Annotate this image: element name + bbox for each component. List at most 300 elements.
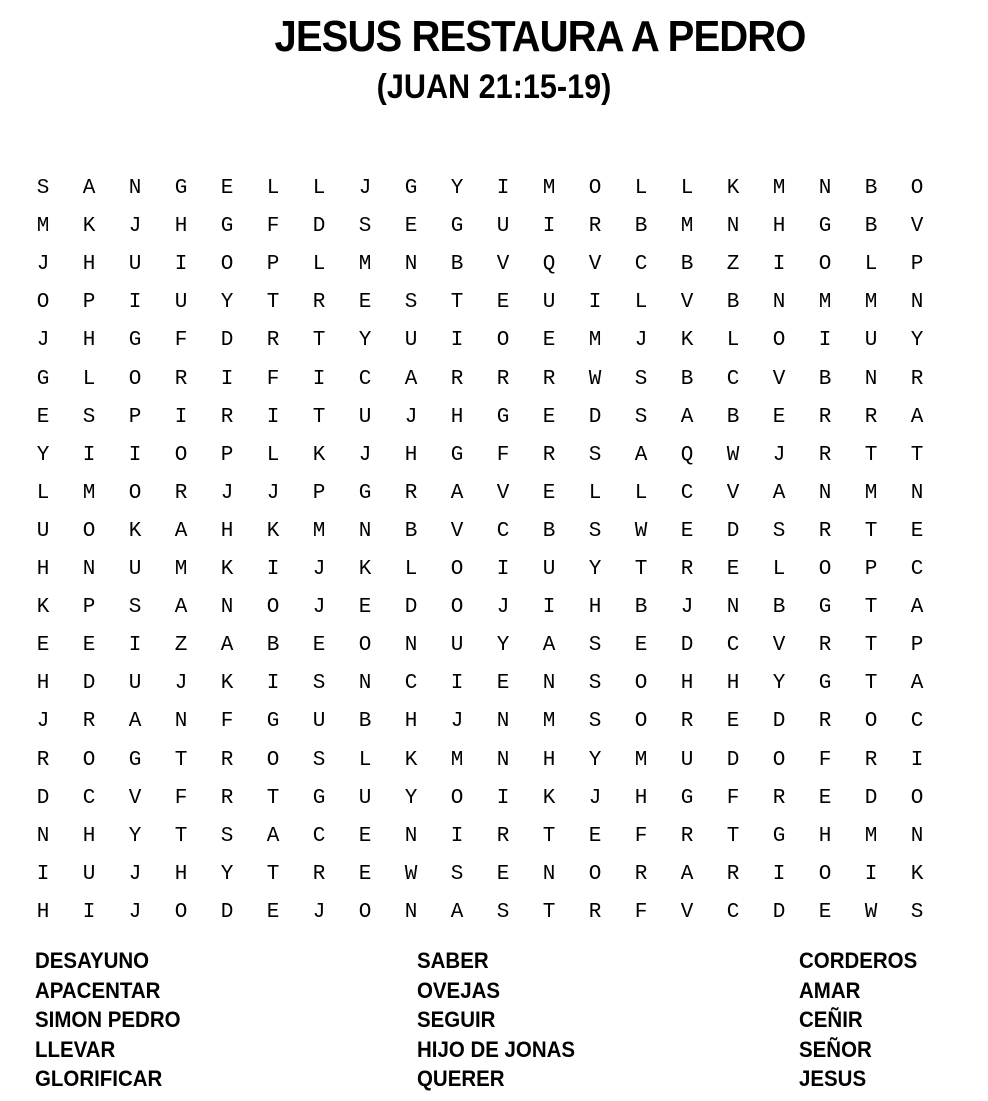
grid-letter[interactable]: N bbox=[404, 900, 418, 924]
grid-letter[interactable]: F bbox=[496, 443, 510, 467]
grid-letter[interactable]: T bbox=[864, 443, 878, 467]
grid-letter[interactable]: S bbox=[588, 634, 602, 658]
grid-letter[interactable]: A bbox=[772, 481, 786, 505]
grid-letter[interactable]: T bbox=[266, 786, 280, 810]
grid-letter[interactable]: E bbox=[358, 596, 372, 620]
grid-letter[interactable]: G bbox=[450, 215, 464, 239]
grid-letter[interactable]: U bbox=[358, 405, 372, 429]
grid-letter[interactable]: E bbox=[818, 786, 832, 810]
grid-letter[interactable]: G bbox=[404, 177, 418, 200]
grid-letter[interactable]: T bbox=[266, 862, 280, 886]
grid-letter[interactable]: L bbox=[404, 558, 418, 581]
grid-letter[interactable]: K bbox=[910, 862, 924, 886]
grid-letter[interactable]: M bbox=[818, 291, 832, 315]
grid-letter[interactable]: B bbox=[634, 215, 648, 239]
grid-letter[interactable]: B bbox=[266, 634, 280, 658]
grid-letter[interactable]: I bbox=[542, 596, 556, 620]
grid-letter[interactable]: C bbox=[634, 253, 648, 277]
grid-letter[interactable]: R bbox=[82, 710, 96, 734]
grid-letter[interactable]: B bbox=[726, 291, 740, 315]
grid-letter[interactable]: R bbox=[680, 824, 694, 848]
grid-letter[interactable]: N bbox=[36, 824, 50, 848]
grid-letter[interactable]: C bbox=[726, 900, 740, 924]
grid-letter[interactable]: J bbox=[312, 558, 326, 581]
grid-letter[interactable]: D bbox=[312, 215, 326, 239]
grid-letter[interactable]: B bbox=[680, 253, 694, 277]
grid-letter[interactable]: K bbox=[312, 443, 326, 467]
grid-letter[interactable]: H bbox=[726, 672, 740, 696]
grid-letter[interactable]: T bbox=[174, 748, 188, 772]
grid-letter[interactable]: J bbox=[450, 710, 464, 734]
grid-letter[interactable]: K bbox=[220, 672, 234, 696]
grid-letter[interactable]: H bbox=[174, 215, 188, 239]
grid-letter[interactable]: Y bbox=[36, 443, 50, 467]
grid-letter[interactable]: S bbox=[910, 900, 924, 924]
grid-letter[interactable]: Y bbox=[128, 824, 142, 848]
grid-letter[interactable]: N bbox=[818, 177, 832, 200]
grid-letter[interactable]: L bbox=[772, 558, 786, 581]
grid-letter[interactable]: N bbox=[910, 291, 924, 315]
grid-letter[interactable]: I bbox=[450, 824, 464, 848]
grid-letter[interactable]: S bbox=[36, 177, 50, 200]
grid-letter[interactable]: S bbox=[772, 519, 786, 543]
grid-letter[interactable]: E bbox=[36, 634, 50, 658]
grid-letter[interactable]: U bbox=[864, 329, 878, 353]
grid-letter[interactable]: J bbox=[588, 786, 602, 810]
grid-letter[interactable]: U bbox=[128, 253, 142, 277]
grid-letter[interactable]: L bbox=[588, 481, 602, 505]
grid-letter[interactable]: H bbox=[588, 596, 602, 620]
grid-letter[interactable]: B bbox=[864, 177, 878, 200]
grid-letter[interactable]: D bbox=[726, 748, 740, 772]
grid-letter[interactable]: G bbox=[266, 710, 280, 734]
grid-letter[interactable]: J bbox=[680, 596, 694, 620]
grid-letter[interactable]: T bbox=[450, 291, 464, 315]
grid-letter[interactable]: R bbox=[864, 748, 878, 772]
grid-letter[interactable]: P bbox=[220, 443, 234, 467]
grid-letter[interactable]: C bbox=[82, 786, 96, 810]
grid-letter[interactable]: M bbox=[680, 215, 694, 239]
grid-letter[interactable]: E bbox=[726, 558, 740, 581]
grid-letter[interactable]: A bbox=[910, 405, 924, 429]
grid-letter[interactable]: V bbox=[128, 786, 142, 810]
grid-letter[interactable]: D bbox=[772, 710, 786, 734]
grid-letter[interactable]: P bbox=[864, 558, 878, 581]
grid-letter[interactable]: F bbox=[634, 900, 648, 924]
grid-letter[interactable]: F bbox=[174, 786, 188, 810]
grid-letter[interactable]: I bbox=[128, 291, 142, 315]
grid-letter[interactable]: R bbox=[312, 291, 326, 315]
grid-letter[interactable]: H bbox=[82, 329, 96, 353]
grid-letter[interactable]: S bbox=[588, 519, 602, 543]
grid-letter[interactable]: H bbox=[36, 558, 50, 581]
grid-letter[interactable]: Y bbox=[450, 177, 464, 200]
grid-letter[interactable]: F bbox=[726, 786, 740, 810]
grid-letter[interactable]: I bbox=[772, 862, 786, 886]
grid-letter[interactable]: V bbox=[588, 253, 602, 277]
grid-letter[interactable]: R bbox=[36, 748, 50, 772]
grid-letter[interactable]: R bbox=[312, 862, 326, 886]
grid-letter[interactable]: E bbox=[542, 405, 556, 429]
grid-letter[interactable]: D bbox=[404, 596, 418, 620]
grid-letter[interactable]: A bbox=[542, 634, 556, 658]
grid-letter[interactable]: M bbox=[174, 558, 188, 581]
grid-letter[interactable]: F bbox=[220, 710, 234, 734]
grid-letter[interactable]: J bbox=[312, 900, 326, 924]
grid-letter[interactable]: P bbox=[312, 481, 326, 505]
grid-letter[interactable]: M bbox=[772, 177, 786, 200]
grid-letter[interactable]: R bbox=[450, 367, 464, 391]
grid-letter[interactable]: J bbox=[128, 215, 142, 239]
grid-letter[interactable]: R bbox=[496, 367, 510, 391]
grid-letter[interactable]: K bbox=[726, 177, 740, 200]
grid-letter[interactable]: J bbox=[36, 329, 50, 353]
grid-letter[interactable]: R bbox=[818, 405, 832, 429]
grid-letter[interactable]: E bbox=[220, 177, 234, 200]
grid-letter[interactable]: I bbox=[174, 253, 188, 277]
grid-letter[interactable]: T bbox=[864, 519, 878, 543]
grid-letter[interactable]: C bbox=[496, 519, 510, 543]
grid-letter[interactable]: I bbox=[174, 405, 188, 429]
grid-letter[interactable]: D bbox=[82, 672, 96, 696]
grid-letter[interactable]: O bbox=[588, 177, 602, 200]
grid-letter[interactable]: H bbox=[404, 443, 418, 467]
grid-letter[interactable]: S bbox=[220, 824, 234, 848]
grid-letter[interactable]: S bbox=[634, 405, 648, 429]
grid-letter[interactable]: A bbox=[680, 405, 694, 429]
grid-letter[interactable]: O bbox=[450, 786, 464, 810]
grid-letter[interactable]: D bbox=[588, 405, 602, 429]
grid-letter[interactable]: L bbox=[82, 367, 96, 391]
grid-letter[interactable]: F bbox=[818, 748, 832, 772]
grid-letter[interactable]: O bbox=[772, 748, 786, 772]
grid-letter[interactable]: V bbox=[496, 253, 510, 277]
grid-letter[interactable]: S bbox=[496, 900, 510, 924]
grid-letter[interactable]: D bbox=[220, 900, 234, 924]
grid-letter[interactable]: U bbox=[128, 558, 142, 581]
grid-letter[interactable]: U bbox=[358, 786, 372, 810]
grid-letter[interactable]: D bbox=[772, 900, 786, 924]
grid-letter[interactable]: E bbox=[680, 519, 694, 543]
grid-letter[interactable]: J bbox=[358, 443, 372, 467]
grid-letter[interactable]: G bbox=[818, 672, 832, 696]
grid-letter[interactable]: I bbox=[496, 786, 510, 810]
grid-letter[interactable]: I bbox=[772, 253, 786, 277]
grid-letter[interactable]: O bbox=[36, 291, 50, 315]
grid-letter[interactable]: R bbox=[818, 443, 832, 467]
grid-letter[interactable]: Y bbox=[588, 558, 602, 581]
grid-letter[interactable]: U bbox=[404, 329, 418, 353]
grid-letter[interactable]: A bbox=[680, 862, 694, 886]
grid-letter[interactable]: O bbox=[266, 748, 280, 772]
grid-letter[interactable]: E bbox=[496, 862, 510, 886]
grid-letter[interactable]: W bbox=[864, 900, 878, 924]
grid-letter[interactable]: K bbox=[36, 596, 50, 620]
grid-letter[interactable]: Y bbox=[496, 634, 510, 658]
grid-letter[interactable]: P bbox=[82, 596, 96, 620]
grid-letter[interactable]: I bbox=[542, 215, 556, 239]
grid-letter[interactable]: R bbox=[588, 900, 602, 924]
grid-letter[interactable]: S bbox=[128, 596, 142, 620]
grid-letter[interactable]: I bbox=[818, 329, 832, 353]
grid-letter[interactable]: O bbox=[772, 329, 786, 353]
grid-letter[interactable]: R bbox=[542, 367, 556, 391]
grid-letter[interactable]: Y bbox=[220, 291, 234, 315]
grid-letter[interactable]: H bbox=[82, 824, 96, 848]
grid-letter[interactable]: P bbox=[910, 253, 924, 277]
grid-letter[interactable]: E bbox=[358, 291, 372, 315]
grid-letter[interactable]: E bbox=[588, 824, 602, 848]
grid-letter[interactable]: A bbox=[450, 900, 464, 924]
grid-letter[interactable]: R bbox=[634, 862, 648, 886]
grid-letter[interactable]: Y bbox=[220, 862, 234, 886]
grid-letter[interactable]: T bbox=[312, 405, 326, 429]
grid-letter[interactable]: B bbox=[358, 710, 372, 734]
grid-letter[interactable]: J bbox=[36, 253, 50, 277]
grid-letter[interactable]: R bbox=[864, 405, 878, 429]
grid-letter[interactable]: V bbox=[450, 519, 464, 543]
grid-letter[interactable]: T bbox=[726, 824, 740, 848]
grid-letter[interactable]: L bbox=[864, 253, 878, 277]
grid-letter[interactable]: J bbox=[128, 862, 142, 886]
grid-letter[interactable]: O bbox=[588, 862, 602, 886]
grid-letter[interactable]: O bbox=[82, 519, 96, 543]
grid-letter[interactable]: E bbox=[634, 634, 648, 658]
grid-letter[interactable]: A bbox=[450, 481, 464, 505]
grid-letter[interactable]: A bbox=[174, 519, 188, 543]
grid-letter[interactable]: R bbox=[266, 329, 280, 353]
grid-letter[interactable]: L bbox=[634, 481, 648, 505]
grid-letter[interactable]: V bbox=[772, 634, 786, 658]
grid-letter[interactable]: N bbox=[220, 596, 234, 620]
grid-letter[interactable]: S bbox=[404, 291, 418, 315]
grid-letter[interactable]: J bbox=[404, 405, 418, 429]
grid-letter[interactable]: H bbox=[634, 786, 648, 810]
grid-letter[interactable]: K bbox=[358, 558, 372, 581]
grid-letter[interactable]: I bbox=[82, 443, 96, 467]
grid-letter[interactable]: G bbox=[450, 443, 464, 467]
grid-letter[interactable]: I bbox=[266, 405, 280, 429]
grid-letter[interactable]: R bbox=[680, 558, 694, 581]
grid-letter[interactable]: T bbox=[910, 443, 924, 467]
grid-letter[interactable]: D bbox=[220, 329, 234, 353]
grid-letter[interactable]: M bbox=[542, 710, 556, 734]
grid-letter[interactable]: D bbox=[726, 519, 740, 543]
grid-letter[interactable]: E bbox=[358, 862, 372, 886]
grid-letter[interactable]: E bbox=[82, 634, 96, 658]
grid-letter[interactable]: V bbox=[772, 367, 786, 391]
grid-letter[interactable]: H bbox=[404, 710, 418, 734]
grid-letter[interactable]: G bbox=[680, 786, 694, 810]
grid-letter[interactable]: T bbox=[542, 900, 556, 924]
grid-letter[interactable]: L bbox=[312, 253, 326, 277]
grid-letter[interactable]: E bbox=[358, 824, 372, 848]
grid-letter[interactable]: N bbox=[726, 596, 740, 620]
grid-letter[interactable]: R bbox=[726, 862, 740, 886]
grid-letter[interactable]: O bbox=[450, 558, 464, 581]
grid-letter[interactable]: O bbox=[818, 558, 832, 581]
grid-letter[interactable]: R bbox=[220, 748, 234, 772]
grid-letter[interactable]: C bbox=[312, 824, 326, 848]
grid-letter[interactable]: N bbox=[496, 710, 510, 734]
grid-letter[interactable]: O bbox=[910, 786, 924, 810]
grid-letter[interactable]: J bbox=[358, 177, 372, 200]
grid-letter[interactable]: U bbox=[312, 710, 326, 734]
grid-letter[interactable]: M bbox=[864, 824, 878, 848]
grid-letter[interactable]: K bbox=[404, 748, 418, 772]
grid-letter[interactable]: H bbox=[450, 405, 464, 429]
grid-letter[interactable]: U bbox=[496, 215, 510, 239]
grid-letter[interactable]: N bbox=[542, 862, 556, 886]
grid-letter[interactable]: R bbox=[588, 215, 602, 239]
grid-letter[interactable]: H bbox=[36, 672, 50, 696]
grid-letter[interactable]: W bbox=[404, 862, 418, 886]
grid-letter[interactable]: L bbox=[266, 177, 280, 200]
grid-letter[interactable]: O bbox=[450, 596, 464, 620]
grid-letter[interactable]: Z bbox=[174, 634, 188, 658]
grid-letter[interactable]: R bbox=[220, 786, 234, 810]
grid-letter[interactable]: E bbox=[772, 405, 786, 429]
grid-letter[interactable]: R bbox=[174, 367, 188, 391]
grid-letter[interactable]: P bbox=[910, 634, 924, 658]
grid-letter[interactable]: P bbox=[128, 405, 142, 429]
grid-letter[interactable]: H bbox=[174, 862, 188, 886]
grid-letter[interactable]: T bbox=[312, 329, 326, 353]
grid-letter[interactable]: K bbox=[82, 215, 96, 239]
grid-letter[interactable]: I bbox=[36, 862, 50, 886]
grid-letter[interactable]: T bbox=[174, 824, 188, 848]
grid-letter[interactable]: S bbox=[588, 443, 602, 467]
grid-letter[interactable]: T bbox=[864, 672, 878, 696]
grid-letter[interactable]: N bbox=[358, 672, 372, 696]
grid-letter[interactable]: L bbox=[726, 329, 740, 353]
grid-letter[interactable]: F bbox=[266, 367, 280, 391]
grid-letter[interactable]: L bbox=[358, 748, 372, 772]
grid-letter[interactable]: C bbox=[910, 710, 924, 734]
grid-letter[interactable]: V bbox=[680, 900, 694, 924]
grid-letter[interactable]: P bbox=[82, 291, 96, 315]
grid-letter[interactable]: V bbox=[680, 291, 694, 315]
grid-letter[interactable]: M bbox=[312, 519, 326, 543]
grid-letter[interactable]: M bbox=[36, 215, 50, 239]
grid-letter[interactable]: D bbox=[36, 786, 50, 810]
grid-letter[interactable]: W bbox=[588, 367, 602, 391]
grid-letter[interactable]: M bbox=[588, 329, 602, 353]
grid-letter[interactable]: T bbox=[864, 634, 878, 658]
grid-letter[interactable]: G bbox=[772, 824, 786, 848]
grid-letter[interactable]: L bbox=[266, 443, 280, 467]
grid-letter[interactable]: O bbox=[634, 672, 648, 696]
grid-letter[interactable]: M bbox=[864, 291, 878, 315]
grid-letter[interactable]: A bbox=[174, 596, 188, 620]
grid-letter[interactable]: B bbox=[450, 253, 464, 277]
grid-letter[interactable]: J bbox=[496, 596, 510, 620]
grid-letter[interactable]: B bbox=[726, 405, 740, 429]
grid-letter[interactable]: I bbox=[220, 367, 234, 391]
grid-letter[interactable]: B bbox=[772, 596, 786, 620]
grid-letter[interactable]: T bbox=[634, 558, 648, 581]
grid-letter[interactable]: Y bbox=[358, 329, 372, 353]
grid-letter[interactable]: G bbox=[818, 596, 832, 620]
grid-letter[interactable]: L bbox=[634, 177, 648, 200]
grid-letter[interactable]: W bbox=[634, 519, 648, 543]
grid-letter[interactable]: N bbox=[772, 291, 786, 315]
grid-letter[interactable]: O bbox=[82, 748, 96, 772]
grid-letter[interactable]: N bbox=[174, 710, 188, 734]
grid-letter[interactable]: S bbox=[82, 405, 96, 429]
grid-letter[interactable]: R bbox=[910, 367, 924, 391]
grid-letter[interactable]: C bbox=[726, 367, 740, 391]
grid-letter[interactable]: J bbox=[772, 443, 786, 467]
grid-letter[interactable]: S bbox=[358, 215, 372, 239]
grid-letter[interactable]: M bbox=[634, 748, 648, 772]
grid-letter[interactable]: G bbox=[358, 481, 372, 505]
grid-letter[interactable]: U bbox=[542, 558, 556, 581]
grid-letter[interactable]: A bbox=[634, 443, 648, 467]
grid-letter[interactable]: E bbox=[404, 215, 418, 239]
grid-letter[interactable]: S bbox=[588, 710, 602, 734]
grid-letter[interactable]: C bbox=[910, 558, 924, 581]
grid-letter[interactable]: U bbox=[680, 748, 694, 772]
grid-letter[interactable]: J bbox=[312, 596, 326, 620]
grid-letter[interactable]: R bbox=[818, 519, 832, 543]
grid-letter[interactable]: R bbox=[174, 481, 188, 505]
grid-letter[interactable]: R bbox=[542, 443, 556, 467]
grid-letter[interactable]: Y bbox=[772, 672, 786, 696]
grid-letter[interactable]: R bbox=[220, 405, 234, 429]
grid-letter[interactable]: A bbox=[82, 177, 96, 200]
grid-letter[interactable]: V bbox=[910, 215, 924, 239]
grid-letter[interactable]: J bbox=[266, 481, 280, 505]
grid-letter[interactable]: O bbox=[174, 900, 188, 924]
grid-letter[interactable]: F bbox=[174, 329, 188, 353]
grid-letter[interactable]: R bbox=[404, 481, 418, 505]
grid-letter[interactable]: O bbox=[128, 481, 142, 505]
grid-letter[interactable]: A bbox=[404, 367, 418, 391]
grid-letter[interactable]: M bbox=[450, 748, 464, 772]
grid-letter[interactable]: N bbox=[404, 824, 418, 848]
grid-letter[interactable]: I bbox=[266, 672, 280, 696]
grid-letter[interactable]: I bbox=[864, 862, 878, 886]
grid-letter[interactable]: S bbox=[312, 748, 326, 772]
grid-letter[interactable]: C bbox=[680, 481, 694, 505]
grid-letter[interactable]: I bbox=[128, 443, 142, 467]
grid-letter[interactable]: U bbox=[542, 291, 556, 315]
grid-letter[interactable]: I bbox=[496, 558, 510, 581]
grid-letter[interactable]: N bbox=[496, 748, 510, 772]
grid-letter[interactable]: B bbox=[680, 367, 694, 391]
grid-letter[interactable]: T bbox=[266, 291, 280, 315]
grid-letter[interactable]: O bbox=[358, 634, 372, 658]
grid-letter[interactable]: E bbox=[266, 900, 280, 924]
grid-letter[interactable]: U bbox=[450, 634, 464, 658]
grid-letter[interactable]: E bbox=[496, 672, 510, 696]
grid-letter[interactable]: A bbox=[220, 634, 234, 658]
grid-letter[interactable]: S bbox=[634, 367, 648, 391]
grid-letter[interactable]: G bbox=[220, 215, 234, 239]
grid-letter[interactable]: H bbox=[36, 900, 50, 924]
grid-letter[interactable]: N bbox=[128, 177, 142, 200]
grid-letter[interactable]: K bbox=[266, 519, 280, 543]
grid-letter[interactable]: I bbox=[910, 748, 924, 772]
grid-letter[interactable]: I bbox=[450, 329, 464, 353]
grid-letter[interactable]: G bbox=[496, 405, 510, 429]
grid-letter[interactable]: M bbox=[82, 481, 96, 505]
grid-letter[interactable]: I bbox=[266, 558, 280, 581]
grid-letter[interactable]: G bbox=[128, 748, 142, 772]
grid-letter[interactable]: E bbox=[910, 519, 924, 543]
grid-letter[interactable]: N bbox=[82, 558, 96, 581]
